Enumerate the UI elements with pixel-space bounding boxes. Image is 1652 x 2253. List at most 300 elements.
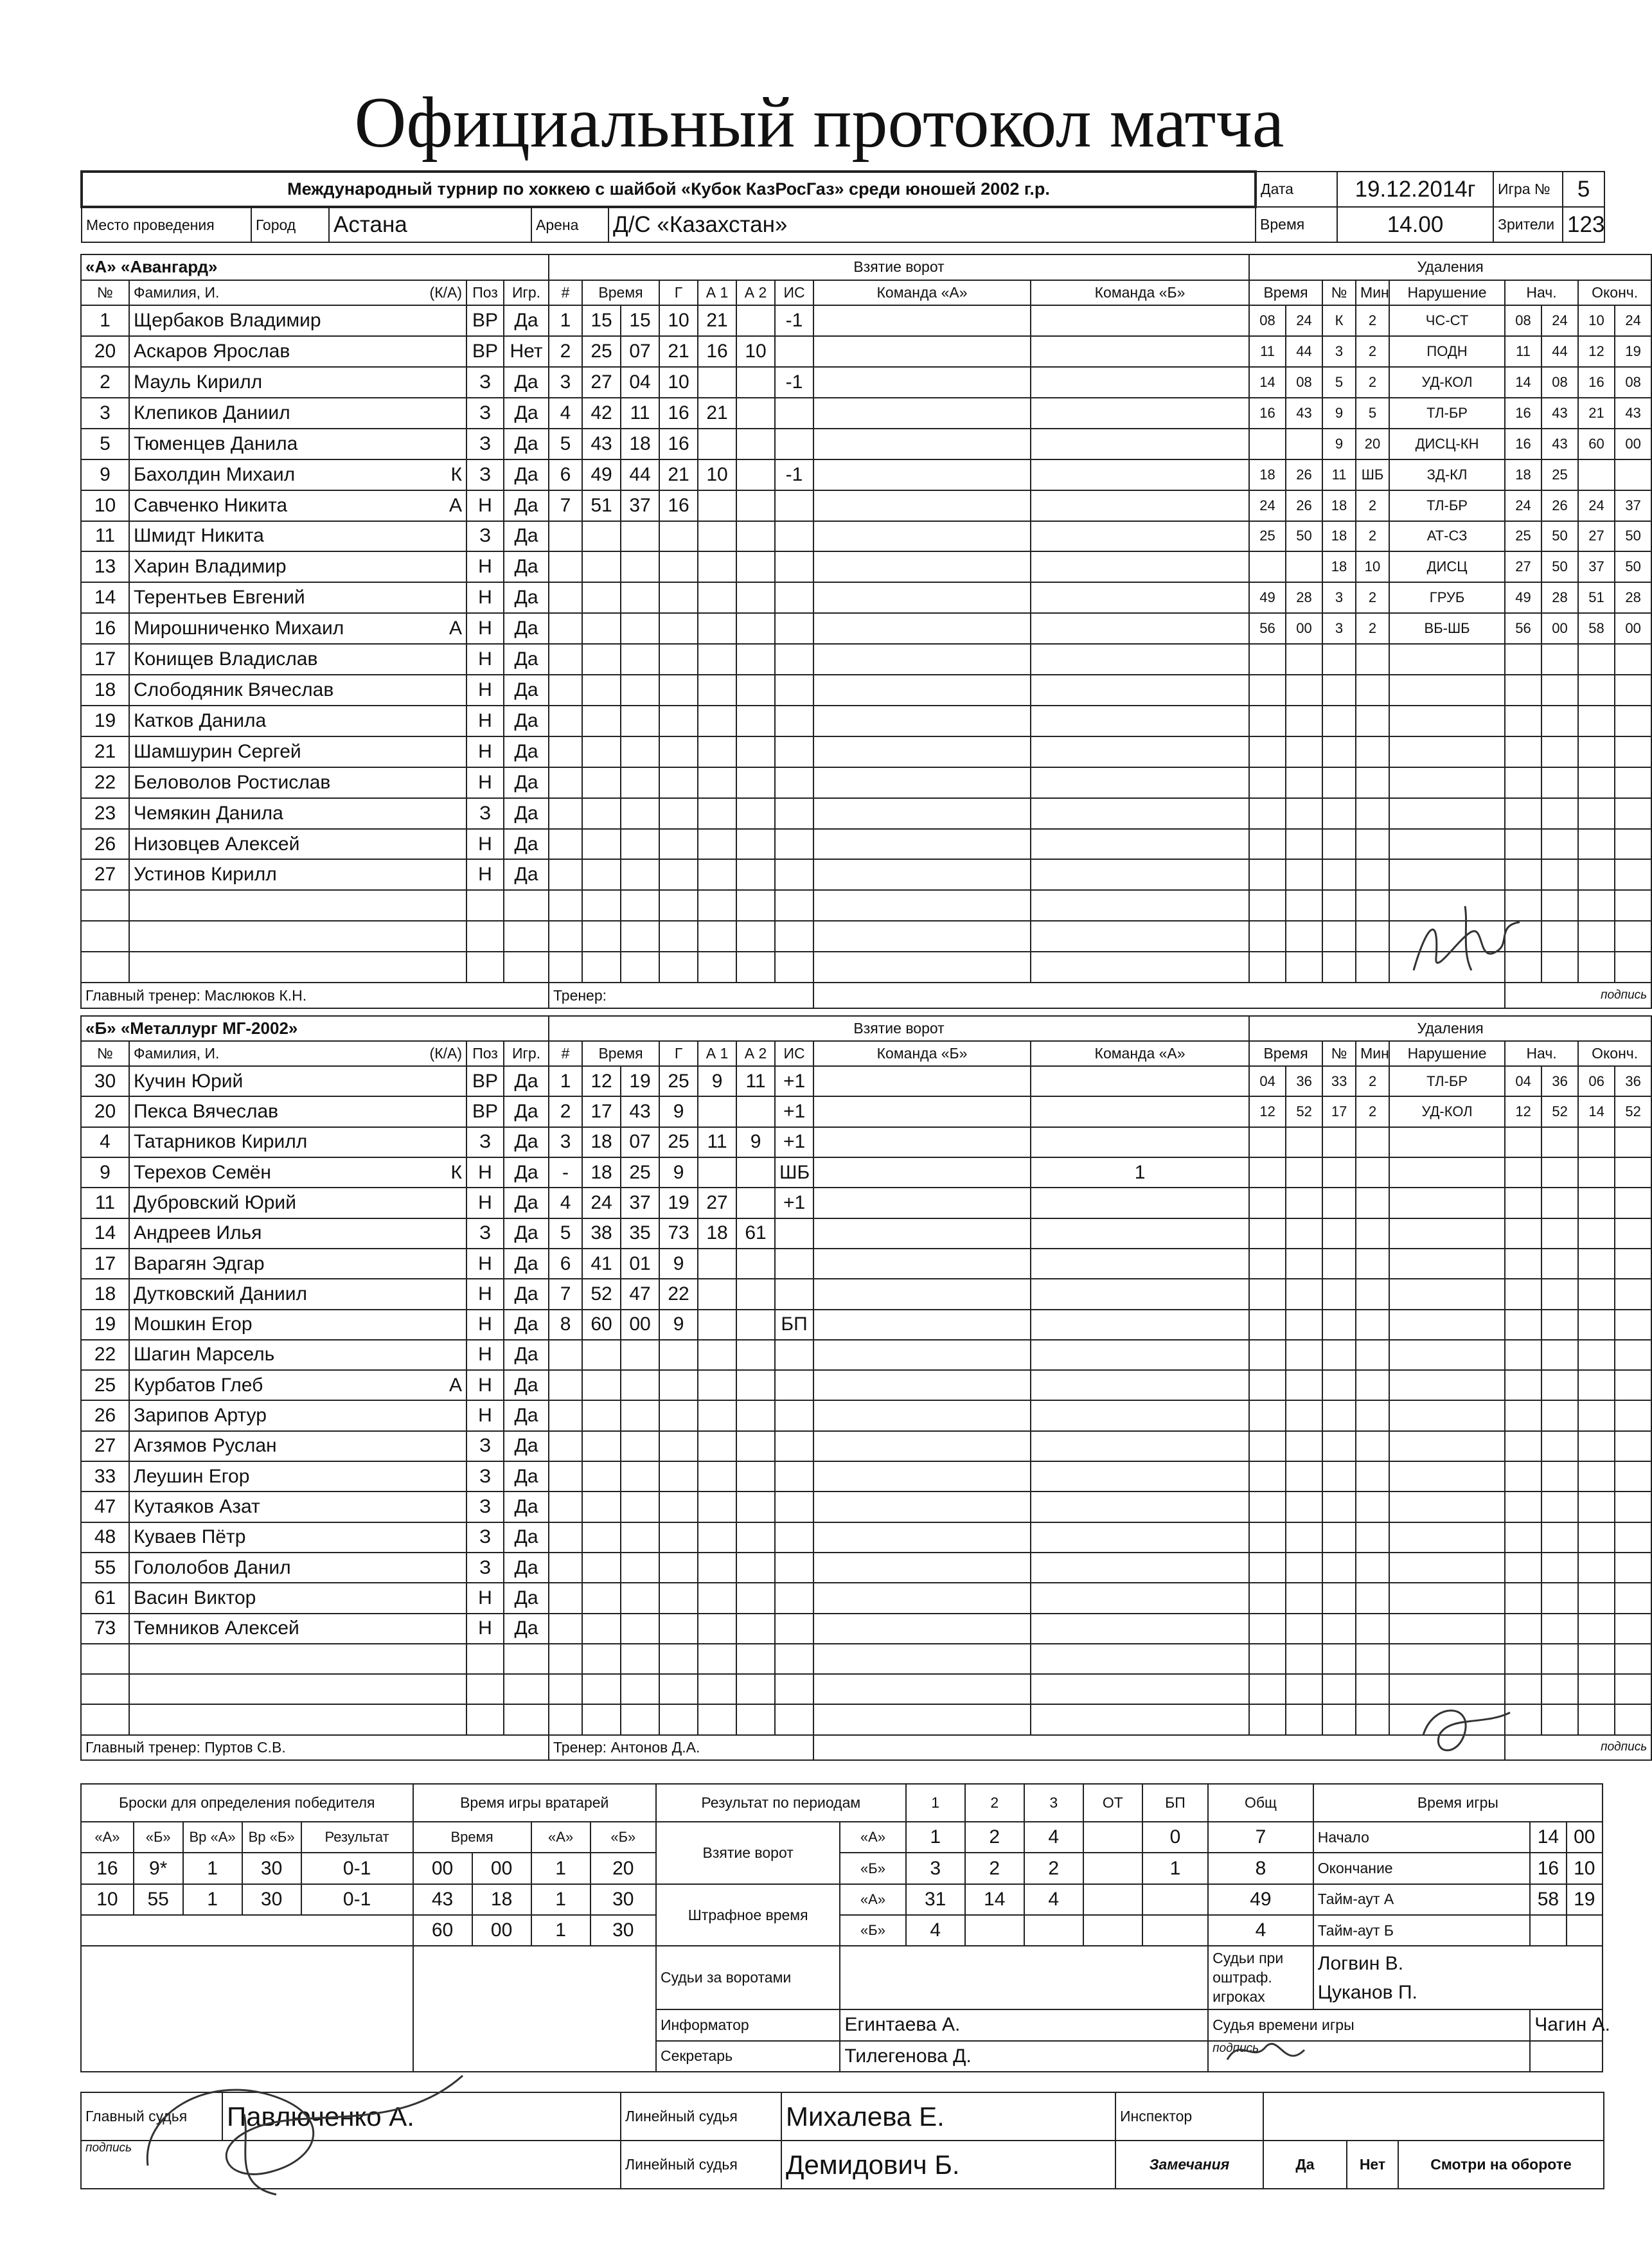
penalty-player — [1322, 675, 1356, 706]
goal-team-1-mark — [813, 1066, 1031, 1096]
penalty-minute: 49 — [1249, 582, 1286, 613]
penalty-start-second: 08 — [1541, 367, 1578, 398]
goal-minute — [582, 1522, 621, 1553]
goal-assist-2 — [736, 613, 775, 644]
penalty-violation — [1389, 1249, 1505, 1279]
goal-second: 11 — [621, 398, 659, 429]
penalty-player: 33 — [1322, 1066, 1356, 1096]
goals-by-period-label: Взятие ворот — [656, 1822, 840, 1884]
player-number: 30 — [81, 1066, 129, 1096]
penalty-player — [1322, 1553, 1356, 1583]
player-number: 25 — [81, 1370, 129, 1400]
penalty-duration — [1356, 1553, 1389, 1583]
penalty-start-second — [1541, 1127, 1578, 1157]
goal-team-1-mark — [813, 1461, 1031, 1492]
goal-minute — [582, 767, 621, 798]
shootout-r2-a: 10 — [81, 1884, 134, 1915]
goal-team-1-mark — [813, 1157, 1031, 1188]
player-played: Да — [504, 1553, 549, 1583]
goal-second — [621, 1492, 659, 1522]
goal-assist-2 — [736, 890, 775, 921]
goal-number — [549, 1674, 582, 1704]
player-row — [81, 1310, 1651, 1340]
goal-assist-2 — [736, 859, 775, 890]
penalty-start-second — [1541, 1583, 1578, 1613]
pim-b-p3 — [1024, 1915, 1083, 1946]
penalty-violation: ПОДН — [1389, 336, 1505, 367]
goal-team-1-mark — [813, 551, 1031, 582]
player-name: Мауль Кирилл — [134, 371, 263, 393]
penalty-end-second — [1615, 644, 1651, 675]
goals-title-b: Взятие ворот — [549, 1016, 1249, 1041]
goal-number — [549, 521, 582, 552]
goal-scorer: 25 — [659, 1127, 698, 1157]
period-ot-head: ОТ — [1083, 1784, 1142, 1822]
shootout-col-result: Результат — [301, 1822, 413, 1853]
shootout-col-gk-a: Вр «А» — [183, 1822, 242, 1853]
player-played: Да — [504, 1492, 549, 1522]
goal-team-1-mark — [813, 1614, 1031, 1644]
game-time-title: Время игры — [1313, 1784, 1603, 1822]
col-goal-num: # — [549, 280, 582, 306]
goal-assist-1 — [698, 1553, 736, 1583]
goal-assist-1 — [698, 921, 736, 952]
penalty-end-second: 19 — [1615, 336, 1651, 367]
timeout-a-sec: 19 — [1567, 1884, 1603, 1915]
goal-assist-1: 9 — [698, 1066, 736, 1096]
player-position: ВР — [466, 1096, 504, 1126]
penalty-end-second — [1615, 1310, 1651, 1340]
player-played — [504, 1704, 549, 1735]
penalty-end-second — [1615, 767, 1651, 798]
goal-assist-1 — [698, 736, 736, 767]
goal-assist-2 — [736, 1522, 775, 1553]
goal-assist-1 — [698, 706, 736, 736]
goal-team-1-mark — [813, 459, 1031, 490]
goal-team-2-mark — [1031, 521, 1249, 552]
penalty-start-second: 43 — [1541, 398, 1578, 429]
player-position: Н — [466, 736, 504, 767]
penalty-start-second — [1541, 1370, 1578, 1400]
goal-team-2-mark — [1031, 367, 1249, 398]
penalty-end-second: 50 — [1615, 551, 1651, 582]
penalty-minute — [1249, 1461, 1286, 1492]
player-row — [81, 1127, 1651, 1157]
goal-team-1-mark — [813, 952, 1031, 983]
penalty-start-minute: 49 — [1505, 582, 1541, 613]
player-name-cell — [129, 1644, 466, 1674]
player-row — [81, 644, 1651, 675]
penalty-end-second: 37 — [1615, 490, 1651, 521]
player-position: Н — [466, 1370, 504, 1400]
player-number: 73 — [81, 1614, 129, 1644]
shootout-r1-gk-a: 1 — [183, 1853, 242, 1883]
player-name-cell — [129, 1310, 466, 1340]
player-name-cell — [129, 398, 466, 429]
penalty-player — [1322, 1279, 1356, 1309]
player-position — [466, 1674, 504, 1704]
penalty-end-minute — [1578, 459, 1615, 490]
goal-scorer — [659, 767, 698, 798]
goal-team-2-mark — [1031, 1704, 1249, 1735]
team-b-section — [80, 1015, 1652, 1761]
penalty-player — [1322, 1644, 1356, 1674]
goal-team-2-mark — [1031, 706, 1249, 736]
goal-second — [621, 798, 659, 829]
goal-minute: 18 — [582, 1127, 621, 1157]
arena-label: Арена — [531, 207, 608, 242]
shootout-col-gk-b: Вр «Б» — [242, 1822, 301, 1853]
goal-assist-2 — [736, 1157, 775, 1188]
goal-minute — [582, 921, 621, 952]
player-name-cell — [129, 829, 466, 860]
player-number: 27 — [81, 1431, 129, 1461]
penalty-second — [1286, 859, 1322, 890]
shootout-title: Броски для определения победителя — [81, 1784, 413, 1822]
penalty-minute — [1249, 1492, 1286, 1522]
penalty-player — [1322, 1583, 1356, 1613]
goal-second: 43 — [621, 1096, 659, 1126]
goals-a-ot — [1083, 1822, 1142, 1853]
pim-a-ot — [1083, 1884, 1142, 1915]
penalty-second — [1286, 1370, 1322, 1400]
goal-scorer: 9 — [659, 1249, 698, 1279]
penalty-violation — [1389, 706, 1505, 736]
penalty-minute — [1249, 798, 1286, 829]
penalty-player — [1322, 829, 1356, 860]
goal-scorer — [659, 1522, 698, 1553]
goal-situation: БП — [775, 1310, 813, 1340]
goal-situation — [775, 798, 813, 829]
goal-assist-1: 16 — [698, 336, 736, 367]
player-number: 18 — [81, 1279, 129, 1309]
signature-referee — [129, 2037, 488, 2204]
player-name-cell — [129, 706, 466, 736]
player-name: Темников Алексей — [134, 1617, 299, 1639]
goal-situation: -1 — [775, 367, 813, 398]
player-number: 5 — [81, 429, 129, 459]
penalty-violation — [1389, 1614, 1505, 1644]
penalty-duration — [1356, 1188, 1389, 1218]
shootout-empty — [81, 1915, 413, 1946]
goal-team-1-mark — [813, 521, 1031, 552]
goalie-col-b: «Б» — [591, 1822, 656, 1853]
penalty-end-minute: 27 — [1578, 521, 1615, 552]
player-row — [81, 459, 1651, 490]
goal-situation — [775, 1583, 813, 1613]
col-a2: А 2 — [736, 1041, 775, 1066]
penalty-start-second — [1541, 1644, 1578, 1674]
goalie-r3-min: 60 — [413, 1915, 472, 1946]
goal-assist-2 — [736, 675, 775, 706]
player-played — [504, 952, 549, 983]
goal-assist-2 — [736, 736, 775, 767]
player-played: Да — [504, 1461, 549, 1492]
goal-team-2-mark — [1031, 1218, 1249, 1249]
penalty-duration: 20 — [1356, 429, 1389, 459]
player-played: Да — [504, 859, 549, 890]
goal-situation: ШБ — [775, 1157, 813, 1188]
inspector-label: Инспектор — [1115, 2092, 1263, 2141]
player-name: Шамшурин Сергей — [134, 740, 301, 762]
goal-team-2-mark — [1031, 736, 1249, 767]
penalty-minute: 14 — [1249, 367, 1286, 398]
penalty-second — [1286, 1340, 1322, 1370]
match-header — [80, 170, 1605, 243]
player-ka: К — [450, 463, 462, 485]
goals-team-a: «А» — [840, 1822, 905, 1853]
periods-title: Результат по периодам — [656, 1784, 906, 1822]
goal-number — [549, 1553, 582, 1583]
goal-team-2-mark — [1031, 1461, 1249, 1492]
goal-scorer — [659, 921, 698, 952]
penalty-second — [1286, 675, 1322, 706]
penalty-start-minute — [1505, 829, 1541, 860]
goal-team-1-mark — [813, 367, 1031, 398]
goal-second — [621, 1340, 659, 1370]
penalty-start-second — [1541, 1614, 1578, 1644]
penalty-start-minute — [1505, 706, 1541, 736]
player-played: Да — [504, 829, 549, 860]
penalty-end-second — [1615, 1127, 1651, 1157]
player-number: 23 — [81, 798, 129, 829]
goal-second — [621, 582, 659, 613]
penalty-minute — [1249, 1614, 1286, 1644]
goal-second — [621, 521, 659, 552]
goalie-r1-sec: 00 — [472, 1853, 531, 1883]
penalty-violation — [1389, 1583, 1505, 1613]
goal-team-2-mark — [1031, 1370, 1249, 1400]
goal-number — [549, 1400, 582, 1430]
player-row — [81, 736, 1651, 767]
penalty-second: 24 — [1286, 305, 1322, 336]
col-pen-num: № — [1322, 1041, 1356, 1066]
player-played — [504, 890, 549, 921]
goal-team-1-mark — [813, 1492, 1031, 1522]
penalty-start-minute — [1505, 767, 1541, 798]
end-min: 16 — [1530, 1853, 1566, 1883]
player-number: 11 — [81, 1188, 129, 1218]
goal-situation: +1 — [775, 1127, 813, 1157]
player-row — [81, 551, 1651, 582]
goal-number — [549, 736, 582, 767]
player-played: Да — [504, 1310, 549, 1340]
penalty-violation — [1389, 1127, 1505, 1157]
goal-minute — [582, 1400, 621, 1430]
penalty-duration — [1356, 1310, 1389, 1340]
penalty-violation — [1389, 767, 1505, 798]
goal-assist-2 — [736, 1461, 775, 1492]
goalie-r3-sec: 00 — [472, 1915, 531, 1946]
goal-scorer — [659, 1674, 698, 1704]
goals-b-p1: 3 — [906, 1853, 965, 1883]
goal-team-1-mark — [813, 1188, 1031, 1218]
goal-minute — [582, 706, 621, 736]
venue-label: Место проведения — [82, 207, 251, 242]
player-number — [81, 952, 129, 983]
goal-minute: 15 — [582, 305, 621, 336]
penalties-title-a: Удаления — [1249, 254, 1651, 280]
goal-situation — [775, 613, 813, 644]
penalty-start-second — [1541, 1188, 1578, 1218]
timeout-a-min: 58 — [1530, 1884, 1566, 1915]
goal-situation — [775, 336, 813, 367]
penalty-violation — [1389, 1492, 1505, 1522]
start-sec: 00 — [1567, 1822, 1603, 1853]
penalty-violation: ЧС-СТ — [1389, 305, 1505, 336]
goal-second — [621, 706, 659, 736]
remarks-label: Замечания — [1115, 2141, 1263, 2189]
penalty-start-second — [1541, 1492, 1578, 1522]
goal-number: 8 — [549, 1310, 582, 1340]
penalty-end-minute — [1578, 1492, 1615, 1522]
player-played: Да — [504, 798, 549, 829]
penalty-minute: 11 — [1249, 336, 1286, 367]
penalty-start-second: 50 — [1541, 551, 1578, 582]
penalty-end-minute — [1578, 1127, 1615, 1157]
player-name: Терехов Семён — [134, 1161, 271, 1183]
goal-second: 07 — [621, 1127, 659, 1157]
player-played: Да — [504, 1400, 549, 1430]
penalty-start-second: 00 — [1541, 613, 1578, 644]
goal-minute — [582, 551, 621, 582]
pim-team-b: «Б» — [840, 1915, 905, 1946]
period-2-head: 2 — [965, 1784, 1024, 1822]
goal-scorer — [659, 613, 698, 644]
team-a-header: «А» «Авангард» — [81, 254, 549, 280]
goal-scorer: 10 — [659, 367, 698, 398]
goal-team-1-mark — [813, 706, 1031, 736]
penalty-second — [1286, 1492, 1322, 1522]
goal-team-1-mark — [813, 644, 1031, 675]
penalty-second — [1286, 429, 1322, 459]
referee-value: Павлюченко А. — [222, 2092, 621, 2141]
goal-assist-1 — [698, 1096, 736, 1126]
penalty-start-minute — [1505, 1127, 1541, 1157]
penalty-duration — [1356, 736, 1389, 767]
penalty-end-second — [1615, 1522, 1651, 1553]
linesman-2-label: Линейный судья — [621, 2141, 781, 2189]
goal-number — [549, 1370, 582, 1400]
goal-number — [549, 859, 582, 890]
penalty-minute — [1249, 675, 1286, 706]
goal-second: 00 — [621, 1310, 659, 1340]
penalty-start-minute — [1505, 859, 1541, 890]
penalty-minute: 25 — [1249, 521, 1286, 552]
shootout-r2-gk-a: 1 — [183, 1884, 242, 1915]
player-number — [81, 1674, 129, 1704]
goal-scorer — [659, 1553, 698, 1583]
pim-a-p1: 31 — [906, 1884, 965, 1915]
player-played: Да — [504, 736, 549, 767]
penalty-start-minute — [1505, 1279, 1541, 1309]
goal-number: 1 — [549, 1066, 582, 1096]
penalty-second — [1286, 551, 1322, 582]
goal-assist-2 — [736, 1340, 775, 1370]
player-name-cell — [129, 1340, 466, 1370]
player-name: Агзямов Руслан — [134, 1435, 277, 1457]
player-name: Курбатов Глеб — [134, 1374, 263, 1396]
penalty-second: 52 — [1286, 1096, 1322, 1126]
penalty-start-minute — [1505, 1431, 1541, 1461]
penalty-second: 44 — [1286, 336, 1322, 367]
penalty-minute: 56 — [1249, 613, 1286, 644]
goal-scorer — [659, 1461, 698, 1492]
goal-team-2-mark — [1031, 675, 1249, 706]
goal-scorer — [659, 706, 698, 736]
goal-situation — [775, 1492, 813, 1522]
penalty-second: 28 — [1286, 582, 1322, 613]
goalie-col-a: «А» — [531, 1822, 591, 1853]
goal-assist-2 — [736, 1310, 775, 1340]
player-number — [81, 1704, 129, 1735]
player-position: Н — [466, 767, 504, 798]
player-number: 17 — [81, 1249, 129, 1279]
goal-second — [621, 1644, 659, 1674]
penalty-start-minute — [1505, 1310, 1541, 1340]
player-name: Дубровский Юрий — [134, 1191, 296, 1213]
penalty-end-second — [1615, 1461, 1651, 1492]
time-value: 14.00 — [1337, 207, 1493, 242]
penalty-second — [1286, 644, 1322, 675]
goals-a-p3: 4 — [1024, 1822, 1083, 1853]
penalty-second — [1286, 736, 1322, 767]
goal-second: 37 — [621, 1188, 659, 1218]
goal-second — [621, 1674, 659, 1704]
player-name: Чемякин Данила — [134, 802, 283, 824]
goal-situation — [775, 1522, 813, 1553]
goal-situation — [775, 582, 813, 613]
goal-team-1-mark — [813, 1644, 1031, 1674]
goal-second — [621, 1614, 659, 1644]
penalty-player — [1322, 736, 1356, 767]
player-name: Аскаров Ярослав — [134, 341, 290, 362]
goal-team-1-mark — [813, 1218, 1031, 1249]
goal-assist-1: 27 — [698, 1188, 736, 1218]
penalty-start-second — [1541, 1218, 1578, 1249]
goal-minute — [582, 1553, 621, 1583]
goal-situation — [775, 551, 813, 582]
col-name: Фамилия, И. (К/А) — [129, 280, 466, 306]
goal-number — [549, 1583, 582, 1613]
goal-situation — [775, 890, 813, 921]
goal-situation — [775, 736, 813, 767]
player-name: Харин Владимир — [134, 556, 287, 578]
penalty-minute — [1249, 1340, 1286, 1370]
goal-number: 7 — [549, 490, 582, 521]
goal-second — [621, 890, 659, 921]
pim-b-total: 4 — [1208, 1915, 1313, 1946]
col-is: ИС — [775, 1041, 813, 1066]
goal-minute: 17 — [582, 1096, 621, 1126]
player-position: Н — [466, 1310, 504, 1340]
penalty-violation — [1389, 1188, 1505, 1218]
shootout-r1-a: 16 — [81, 1853, 134, 1883]
goal-situation — [775, 1614, 813, 1644]
shootout-col-a: «А» — [81, 1822, 134, 1853]
goal-scorer — [659, 551, 698, 582]
penalty-player — [1322, 798, 1356, 829]
goal-number: 2 — [549, 1096, 582, 1126]
goal-scorer — [659, 644, 698, 675]
penalty-start-minute: 56 — [1505, 613, 1541, 644]
player-played: Да — [504, 1431, 549, 1461]
penalty-duration — [1356, 921, 1389, 952]
col-num: № — [81, 280, 129, 306]
penalty-second: 43 — [1286, 398, 1322, 429]
player-name-cell — [129, 1400, 466, 1430]
player-number: 19 — [81, 1310, 129, 1340]
